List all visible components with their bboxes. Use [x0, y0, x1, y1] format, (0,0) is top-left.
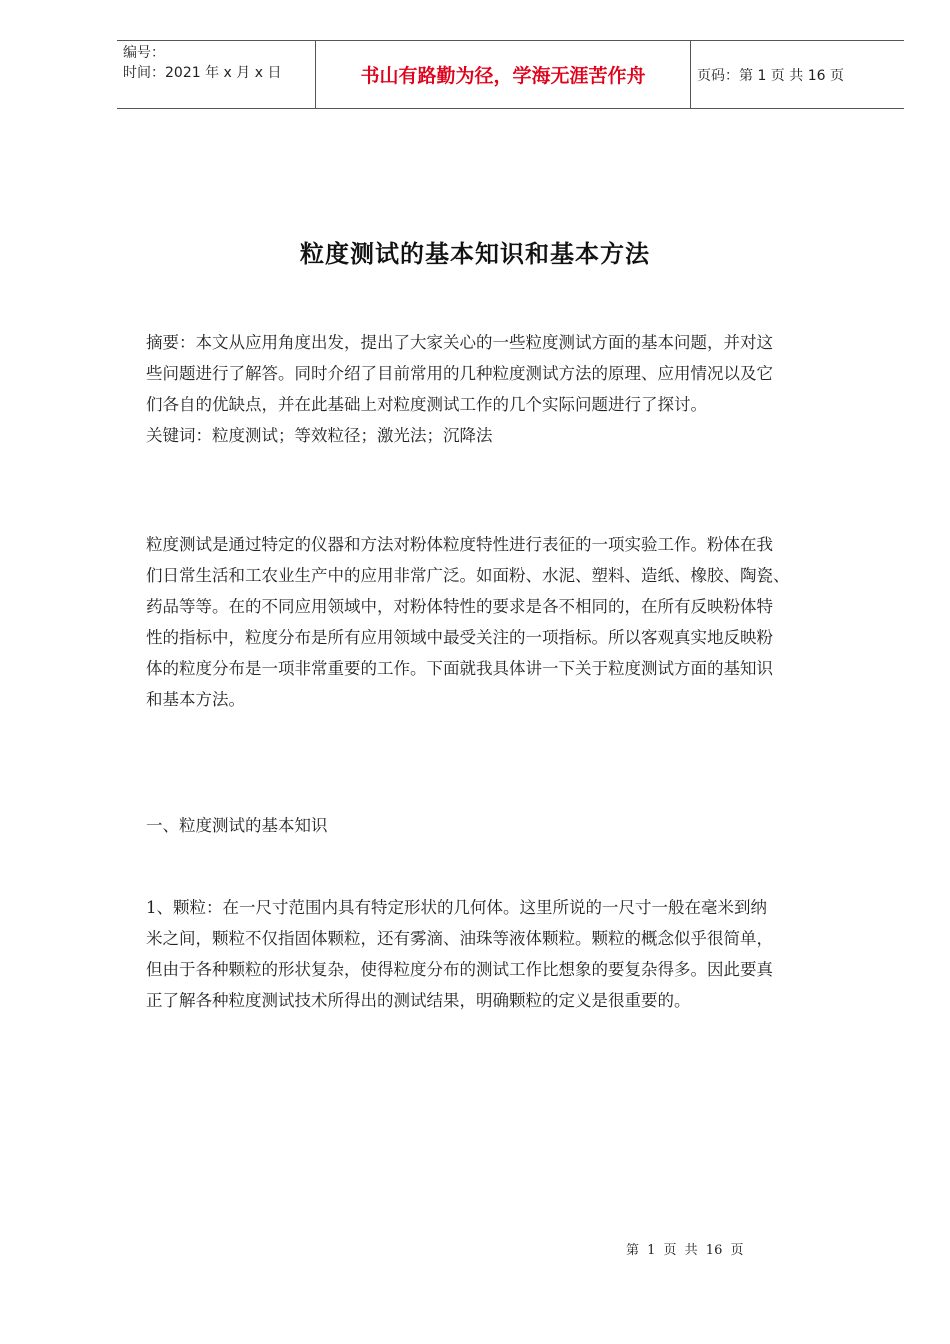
abstract-line: 们各自的优缺点，并在此基础上对粒度测试工作的几个实际问题进行了探讨。 — [146, 395, 707, 414]
intro-paragraph — [146, 529, 874, 715]
document-title: 粒度测试的基本知识和基本方法 — [300, 239, 650, 268]
header-meta — [123, 43, 313, 83]
serial-label: 编号： — [123, 45, 165, 61]
time-label: 时间：2021 年 x 月 x 日 — [123, 65, 282, 81]
abstract-paragraph — [146, 327, 874, 451]
section-1-heading: 一、粒度测试的基本知识 — [146, 816, 328, 835]
page-header — [117, 40, 904, 109]
keywords-line: 关键词：粒度测试；等效粒径；激光法；沉降法 — [146, 426, 493, 445]
intro-line: 和基本方法。 — [146, 690, 245, 709]
section-heading — [146, 810, 874, 841]
intro-line: 性的指标中，粒度分布是所有应用领域中最受关注的一项指标。所以客观真实地反映粉 — [146, 628, 773, 647]
item-1-line: 米之间，颗粒不仅指固体颗粒，还有雾滴、油珠等液体颗粒。颗粒的概念似乎很简单， — [146, 929, 773, 948]
item-1-line: 正了解各种粒度测试技术所得出的测试结果，明确颗粒的定义是很重要的。 — [146, 991, 691, 1010]
intro-line: 药品等等。在的不同应用领域中，对粉体特性的要求是各不相同的，在所有反映粉体特 — [146, 597, 773, 616]
intro-line: 体的粒度分布是一项非常重要的工作。下面就我具体讲一下关于粒度测试方面的基知识 — [146, 659, 773, 678]
intro-line: 粒度测试是通过特定的仪器和方法对粉体粒度特性进行表征的一项实验工作。粉体在我 — [146, 535, 773, 554]
header-page-info: 页码：第 1 页 共 16 页 — [697, 67, 844, 84]
intro-line: 们日常生活和工农业生产中的应用非常广泛。如面粉、水泥、塑料、造纸、橡胶、陶瓷、 — [146, 566, 790, 585]
abstract-line: 些问题进行了解答。同时介绍了目前常用的几种粒度测试方法的原理、应用情况以及它 — [146, 364, 773, 383]
abstract-line: 摘要：本文从应用角度出发，提出了大家关心的一些粒度测试方面的基本问题，并对这 — [146, 333, 773, 352]
page-footer: 第 1 页 共 16 页 — [626, 1243, 744, 1258]
item-1-line: 但由于各种颗粒的形状复杂，使得粒度分布的测试工作比想象的要复杂得多。因此要真 — [146, 960, 773, 979]
item-1-paragraph — [146, 892, 874, 1016]
item-1-line: 1、颗粒：在一尺寸范围内具有特定形状的几何体。这里所说的一尺寸一般在毫米到纳 — [146, 898, 767, 917]
header-motto: 书山有路勤为径，学海无涯苦作舟 — [315, 41, 691, 108]
